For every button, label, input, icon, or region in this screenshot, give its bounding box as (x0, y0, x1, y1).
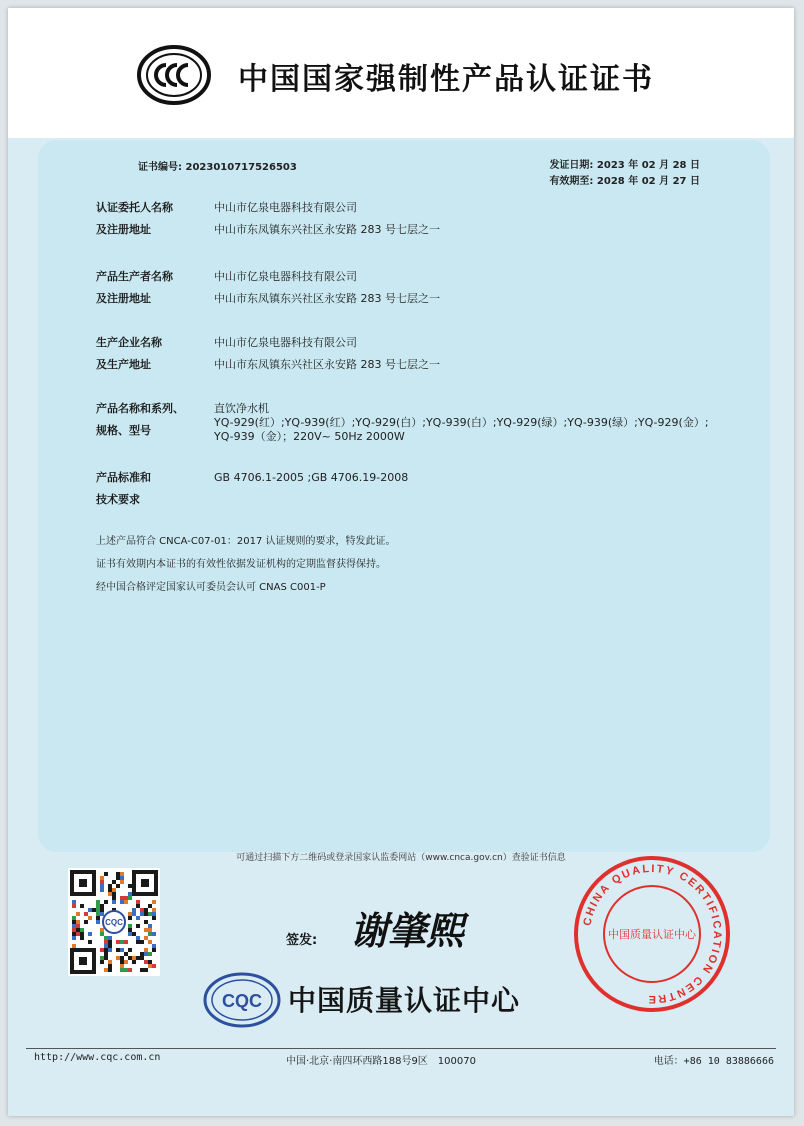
qr-module (152, 908, 156, 912)
qr-module (120, 964, 124, 968)
expiry-date (549, 174, 700, 190)
factory-value (214, 332, 440, 376)
qr-center-logo: CQC (105, 918, 123, 927)
qr-module (116, 872, 120, 876)
qr-module (100, 912, 104, 916)
qr-module (84, 920, 88, 924)
certificate-notes (96, 530, 396, 599)
certificate-page (8, 8, 794, 1116)
issue-date-value: 2023 年 02 月 28 日 (596, 160, 700, 171)
manufacturer-label (96, 266, 173, 310)
qr-module (100, 956, 104, 960)
signature-text: 谢肇熙 (350, 908, 465, 953)
signature (346, 900, 506, 960)
qr-module (128, 968, 132, 972)
qr-module (128, 924, 132, 928)
qr-module (120, 960, 124, 964)
ccc-mark-icon (136, 44, 212, 106)
qr-module (108, 936, 112, 940)
cqc-logo-text: CQC (222, 991, 262, 1011)
certificate-title: 中国国家强制性产品认证证书 (238, 62, 654, 97)
qr-module (144, 936, 148, 940)
qr-module (144, 952, 148, 956)
factory-label-line2: 及生产地址 (96, 358, 151, 371)
qr-module (148, 960, 152, 964)
qr-module (128, 956, 132, 960)
qr-module (100, 908, 104, 912)
qr-module (96, 912, 100, 916)
certificate-number-label: 证书编号: (138, 162, 182, 173)
qr-module (112, 892, 116, 896)
applicant-address: 中山市东凤镇东兴社区永安路 283 号七层之一 (214, 223, 440, 236)
manufacturer-address: 中山市东凤镇东兴社区永安路 283 号七层之一 (214, 292, 440, 305)
standard-value (214, 467, 408, 489)
qr-module (76, 924, 80, 928)
qr-module (136, 904, 140, 908)
qr-module (104, 956, 108, 960)
factory-address: 中山市东凤镇东兴社区永安路 283 号七层之一 (214, 358, 440, 371)
qr-module (148, 924, 152, 928)
qr-module (152, 964, 156, 968)
footer-url[interactable]: http://www.cqc.com.cn (34, 1052, 161, 1063)
qr-module (88, 916, 92, 920)
qr-module (148, 952, 152, 956)
qr-module (72, 916, 76, 920)
qr-module (120, 900, 124, 904)
manufacturer-value (214, 266, 440, 310)
qr-module (152, 916, 156, 920)
qr-module (128, 928, 132, 932)
qr-module (120, 872, 124, 876)
qr-module (76, 912, 80, 916)
qr-module (132, 912, 136, 916)
qr-module (116, 956, 120, 960)
qr-code-icon[interactable] (68, 868, 160, 976)
qr-module (96, 916, 100, 920)
qr-module (120, 956, 124, 960)
qr-module (108, 888, 112, 892)
qr-module (104, 948, 108, 952)
qr-module (112, 900, 116, 904)
qr-module (100, 932, 104, 936)
qr-module (108, 960, 112, 964)
qr-module (140, 912, 144, 916)
qr-module (100, 880, 104, 884)
qr-module (120, 880, 124, 884)
qr-module (72, 944, 76, 948)
standards-text: GB 4706.1-2005 ;GB 4706.19-2008 (214, 471, 409, 484)
qr-module (100, 960, 104, 964)
standard-label-line2: 技术要求 (96, 493, 140, 506)
qr-module (144, 912, 148, 916)
certificate-number-value: 2023010717526503 (185, 162, 297, 173)
qr-module (124, 900, 128, 904)
note-line: 经中国合格评定国家认可委员会认可 CNAS C001-P (96, 582, 326, 593)
qr-module (120, 896, 124, 900)
product-label-line2: 规格、型号 (96, 424, 151, 437)
qr-module (148, 964, 152, 968)
qr-module (108, 968, 112, 972)
qr-module (108, 948, 112, 952)
qr-module (72, 920, 76, 924)
qr-module (104, 900, 108, 904)
qr-module (132, 956, 136, 960)
qr-module (72, 932, 76, 936)
qr-module (96, 908, 100, 912)
qr-module (128, 932, 132, 936)
qr-module (72, 900, 76, 904)
qr-module (128, 896, 132, 900)
qr-module (148, 932, 152, 936)
certificate-header (8, 8, 794, 138)
footer-divider (26, 1048, 776, 1049)
qr-module (76, 928, 80, 932)
product-value (214, 398, 764, 444)
qr-module (140, 968, 144, 972)
qr-module (104, 940, 108, 944)
qr-module (144, 968, 148, 972)
qr-module (96, 904, 100, 908)
qr-module (100, 928, 104, 932)
qr-module (96, 900, 100, 904)
qr-module (76, 920, 80, 924)
qr-module (132, 908, 136, 912)
qr-module (128, 916, 132, 920)
qr-module (112, 880, 116, 884)
product-label-line1: 产品名称和系列、 (96, 402, 184, 415)
qr-module (136, 956, 140, 960)
qr-module (120, 968, 124, 972)
qr-module (136, 924, 140, 928)
qr-module (152, 948, 156, 952)
qr-module (152, 944, 156, 948)
qr-module (112, 896, 116, 900)
qr-module (128, 884, 132, 888)
qr-module (152, 900, 156, 904)
qr-module (124, 960, 128, 964)
qr-module (80, 936, 84, 940)
manufacturer-name: 中山市亿泉电器科技有限公司 (214, 270, 357, 283)
qr-module (128, 948, 132, 952)
standard-label (96, 467, 151, 511)
qr-module (148, 940, 152, 944)
qr-module (144, 908, 148, 912)
qr-module (148, 928, 152, 932)
footer-phone: 电话：+86 10 83886666 (653, 1056, 774, 1067)
qr-module (76, 932, 80, 936)
qr-module (144, 948, 148, 952)
factory-name: 中山市亿泉电器科技有限公司 (214, 336, 357, 349)
qr-module (112, 888, 116, 892)
qr-module (144, 960, 148, 964)
qr-module (108, 884, 112, 888)
product-models-line2: YQ-939（金）；220V~ 50Hz 2000W (214, 430, 405, 443)
certificate-dates (549, 158, 700, 190)
qr-module (124, 968, 128, 972)
qr-module (120, 948, 124, 952)
product-models-line1: YQ-929(红）;YQ-939(红）;YQ-929(白）;YQ-939(白）;YQ-929(绿）;YQ-939(绿）;YQ-929(金）; (214, 416, 709, 429)
qr-module (104, 952, 108, 956)
issuer-name: 中国质量认证中心 (288, 984, 521, 1017)
qr-module (84, 912, 88, 916)
qr-module (96, 920, 100, 924)
qr-module (108, 940, 112, 944)
qr-module (104, 872, 108, 876)
cqc-logo-icon (202, 970, 282, 1030)
qr-module (124, 940, 128, 944)
qr-module (152, 932, 156, 936)
qr-module (72, 936, 76, 940)
qr-module (132, 960, 136, 964)
qr-module (136, 936, 140, 940)
factory-label (96, 332, 162, 376)
certification-seal-icon (572, 854, 732, 1014)
applicant-value (214, 197, 440, 241)
qr-module (140, 956, 144, 960)
qr-module (80, 904, 84, 908)
certificate-number (138, 158, 297, 173)
qr-module (100, 948, 104, 952)
qr-module (136, 900, 140, 904)
certificate-body (38, 140, 770, 852)
qr-module (72, 928, 76, 932)
qr-module (104, 968, 108, 972)
qr-module (72, 904, 76, 908)
sign-label: 签发: (286, 933, 318, 948)
applicant-label-line1: 认证委托人名称 (96, 201, 173, 214)
product-label (96, 398, 184, 442)
qr-module (116, 876, 120, 880)
standard-label-line1: 产品标准和 (96, 471, 151, 484)
qr-module (124, 896, 128, 900)
qr-module (116, 884, 120, 888)
seal-inner-text: 中国质量认证中心 (608, 928, 696, 941)
issue-date-label: 发证日期: (549, 160, 594, 171)
qr-module (88, 908, 92, 912)
manufacturer-label-line1: 产品生产者名称 (96, 270, 173, 283)
applicant-label-line2: 及注册地址 (96, 223, 151, 236)
qr-module (100, 876, 104, 880)
factory-label-line1: 生产企业名称 (96, 336, 162, 349)
qr-module (136, 940, 140, 944)
qr-module (140, 940, 144, 944)
qr-module (120, 876, 124, 880)
qr-module (120, 940, 124, 944)
qr-module (148, 912, 152, 916)
verify-instructions: 可通过扫描下方二维码或登录国家认监委网站（www.cnca.gov.cn）查验证书信息 (236, 853, 566, 863)
qr-module (144, 920, 148, 924)
qr-module (108, 964, 112, 968)
qr-module (80, 928, 84, 932)
qr-module (100, 904, 104, 908)
applicant-name: 中山市亿泉电器科技有限公司 (214, 201, 357, 214)
qr-module (132, 932, 136, 936)
product-name: 直饮净水机 (214, 402, 269, 415)
qr-module (140, 952, 144, 956)
qr-module (80, 932, 84, 936)
qr-module (128, 892, 132, 896)
qr-module (88, 932, 92, 936)
issue-date (549, 158, 700, 174)
qr-module (140, 908, 144, 912)
qr-module (92, 908, 96, 912)
expiry-date-label: 有效期至: (549, 176, 594, 187)
applicant-label (96, 197, 173, 241)
qr-module (88, 940, 92, 944)
footer-address: 中国·北京·南四环西路188号9区 100070 (286, 1056, 476, 1067)
qr-module (124, 952, 128, 956)
qr-module (128, 912, 132, 916)
qr-module (100, 888, 104, 892)
qr-module (108, 944, 112, 948)
manufacturer-label-line2: 及注册地址 (96, 292, 151, 305)
qr-module (148, 904, 152, 908)
qr-module (104, 936, 108, 940)
qr-module (104, 944, 108, 948)
qr-module (152, 912, 156, 916)
qr-module (108, 892, 112, 896)
qr-module (136, 916, 140, 920)
expiry-date-value: 2028 年 02 月 27 日 (596, 176, 700, 187)
note-line: 上述产品符合 CNCA-C07-01：2017 认证规则的要求，特发此证。 (96, 536, 396, 547)
qr-module (116, 948, 120, 952)
qr-module (144, 928, 148, 932)
note-line: 证书有效期内本证书的有效性依据发证机构的定期监督获得保持。 (96, 559, 386, 570)
seal-outer-text: CHINA QUALITY CERTIFICATION CENTRE (581, 862, 724, 1006)
qr-module (72, 924, 76, 928)
qr-module (116, 940, 120, 944)
qr-module (100, 884, 104, 888)
